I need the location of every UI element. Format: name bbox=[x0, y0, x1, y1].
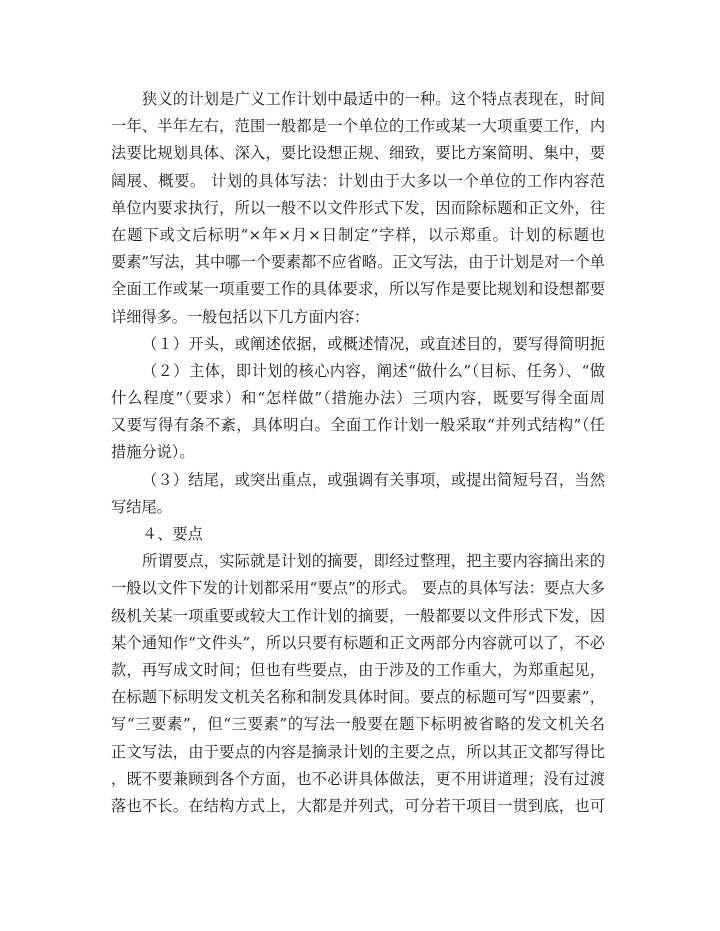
text-line: 级机关某一项重要或较大工作计划的摘要，一般都要以文件形式下发，因 bbox=[111, 606, 605, 625]
text-line: 什么程度”（要求）和“怎样做”（措施办法）三项内容，既要写得全面周 bbox=[111, 389, 605, 408]
text-line: 措施分说）。 bbox=[111, 443, 195, 462]
text-line: 落也不长。在结构方式上，大都是并列式，可分若干项目一贯到底，也可 bbox=[111, 796, 605, 815]
text-line: 正文写法，由于要点的内容是摘录计划的主要之点，所以其正文都写得比 bbox=[111, 742, 605, 761]
text-line: 某个通知作“文件头”，所以只要有标题和正文两部分内容就可以了，不必 bbox=[111, 633, 605, 652]
text-line: （３）结尾，或突出重点，或强调有关事项，或提出简短号召，当然 bbox=[142, 470, 605, 489]
text-line: 款，再写成文时间；但也有些要点，由于涉及的工作重大，为郑重起见， bbox=[111, 660, 605, 679]
paragraph bbox=[111, 86, 605, 331]
text-line: ４、要点 bbox=[142, 525, 203, 543]
text-line: 在标题下标明发文机关名称和制发具体时间。要点的标题可写“四要素”， bbox=[111, 688, 605, 707]
text-line: 写“三要素”，但“三要素”的写法一般要在题下标明被省略的发文机关名 bbox=[111, 715, 605, 734]
text-line: 单位内要求执行，所以一般不以文件形式下发，因而除标题和正文外，往 bbox=[111, 198, 605, 217]
paragraph bbox=[111, 331, 605, 358]
paragraph bbox=[111, 467, 605, 521]
text-line: 又要写得有条不紊，具体明白。全面工作计划一般采取“并列式结构”（任 bbox=[111, 416, 605, 435]
text-line: 在题下或文后标明“×年×月×日制定”字样，以示郑重。计划的标题也 bbox=[111, 225, 605, 244]
text-line: ，既不要兼顾到各个方面，也不必讲具体做法，更不用讲道理；没有过渡 bbox=[111, 769, 605, 788]
text-line: 写结尾。 bbox=[111, 497, 172, 516]
text-line: 阔展、概要。 计划的具体写法：计划由于大多以一个单位的工作内容范 bbox=[111, 171, 605, 190]
text-line: 所谓要点，实际就是计划的摘要，即经过整理，把主要内容摘出来的 bbox=[142, 552, 605, 571]
text-line: （１）开头，或阐述依据，或概述情况，或直述目的，要写得简明扼 bbox=[142, 334, 605, 353]
text-line: 狭义的计划是广义工作计划中最适中的一种。这个特点表现在，时间 bbox=[142, 90, 605, 108]
text-line: 详细得多。一般包括以下几方面内容： bbox=[111, 307, 370, 326]
text-line: 法要比规划具体、深入，要比设想正规、细致，要比方案简明、集中，要 bbox=[111, 144, 605, 163]
text-line: 一年、半年左右，范围一般都是一个单位的工作或某一大项重要工作，内 bbox=[111, 117, 605, 136]
paragraph bbox=[111, 521, 605, 548]
text-line: 一般以文件下发的计划都采用“要点”的形式。 要点的具体写法：要点大多 bbox=[111, 579, 605, 598]
document-page bbox=[111, 86, 605, 820]
text-line: 要素”写法，其中哪一个要素都不应省略。正文写法，由于计划是对一个单 bbox=[111, 253, 605, 272]
text-line: 全面工作或某一项重要工作的具体要求，所以写作是要比规划和设想都要 bbox=[111, 280, 605, 299]
paragraph bbox=[111, 548, 605, 820]
text-line: （２）主体，即计划的核心内容，阐述“做什么”（目标、任务）、“做 bbox=[142, 361, 605, 380]
paragraph bbox=[111, 358, 605, 467]
